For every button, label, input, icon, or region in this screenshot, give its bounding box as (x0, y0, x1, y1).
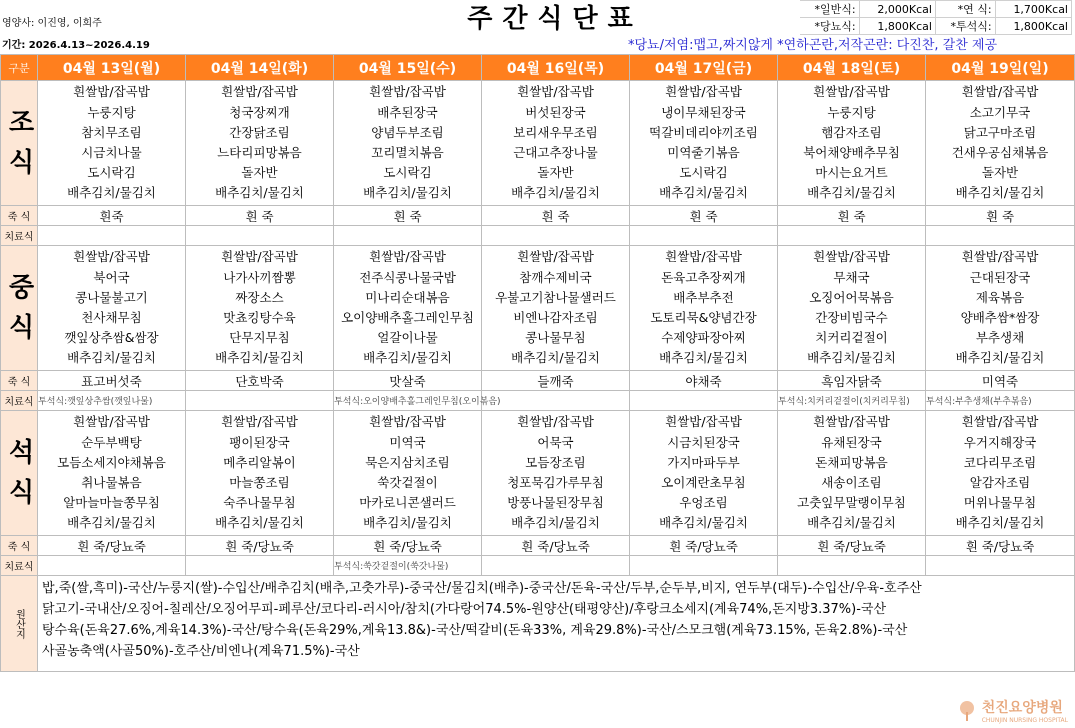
menu-item: 가지마파두부 (667, 454, 740, 470)
gubun-header: 구분 (1, 55, 38, 81)
porridge-item: 흰 죽/당뇨죽 (630, 536, 778, 556)
meal-cell (482, 246, 630, 371)
day-header: 04월 14일(화) (186, 55, 334, 81)
menu-item: 버섯된장국 (525, 104, 586, 120)
menu-table (0, 54, 1075, 672)
meal-cell (334, 411, 482, 536)
menu-item: 알감자조림 (969, 475, 1031, 490)
therapy-note: 투석식:부추생채(부추볶음) (926, 391, 1075, 411)
menu-item: 배추김치/물김치 (807, 185, 896, 201)
therapy-note (38, 226, 186, 246)
menu-item: 시금치된장국 (667, 434, 740, 450)
day-header: 04월 16일(목) (482, 55, 630, 81)
porridge-item: 흰 죽/당뇨죽 (778, 536, 926, 556)
therapy-label: 치료식 (1, 226, 38, 246)
day-header-row (1, 55, 1075, 81)
menu-item: 새송이조림 (821, 475, 882, 490)
menu-item: 배추김치/물김치 (67, 350, 156, 366)
menu-item: 치커리겉절이 (815, 330, 888, 346)
meal-cell (778, 246, 926, 371)
menu-item: 흰쌀밥/잡곡밥 (961, 84, 1039, 100)
therapy-note (38, 556, 186, 576)
therapy-note (926, 226, 1075, 246)
menu-item: 모듬소세지야채볶음 (57, 454, 166, 470)
menu-item: 양배추쌈*쌈장 (960, 310, 1040, 325)
porridge-label: 죽 식 (1, 536, 38, 556)
meal-cell (38, 81, 186, 206)
menu-item: 소고기무국 (969, 104, 1031, 120)
menu-item: 배추김치/물김치 (659, 185, 748, 201)
menu-item: 취나물볶음 (81, 475, 142, 490)
therapy-label: 치료식 (1, 391, 38, 411)
origin-cell (38, 576, 1075, 672)
menu-item: 미역국 (389, 434, 426, 450)
menu-item: 돌자반 (981, 165, 1019, 181)
menu-item: 흰쌀밥/잡곡밥 (369, 249, 446, 265)
porridge-label: 죽 식 (1, 206, 38, 226)
menu-item: 건새우공심채볶음 (951, 145, 1049, 160)
therapy-note: 투석식:오이양배추홀그레인무침(오이볶음) (334, 391, 482, 411)
meal-row (1, 411, 1075, 536)
porridge-item: 흰 죽 (186, 206, 334, 226)
diet-notice: *당뇨/저염:맵고,짜지않게 *연하곤란,저작곤란: 다진찬, 갈찬 제공 (628, 38, 998, 53)
origin-line: 닭고기-국내산/오징어-칠레산/오징어무피-페루산/코다리-러시아/참치(가다랑어74.5%-원양산(태평양산)/후랑크소세지(계육74%,돈지방3.37%)-국산 (42, 602, 887, 617)
menu-item: 배추김치/물김치 (807, 350, 896, 366)
menu-item: 떡갈비데리야끼조림 (649, 124, 758, 140)
menu-item: 콩나물무침 (525, 330, 586, 346)
menu-item: 배추김치/물김치 (215, 350, 304, 366)
porridge-item: 흰죽 (38, 206, 186, 226)
menu-item: 유채된장국 (821, 434, 882, 450)
meal-label (1, 411, 38, 536)
porridge-item: 흰 죽/당뇨죽 (334, 536, 482, 556)
dietitians: 영양사: 이진영, 이희주 (2, 18, 102, 29)
menu-item: 돈채피망볶음 (815, 454, 888, 470)
meal-cell (334, 246, 482, 371)
day-header: 04월 19일(일) (926, 55, 1075, 81)
menu-item: 순두부백탕 (81, 434, 142, 450)
menu-item: 어묵국 (537, 434, 574, 450)
menu-item: 누룽지탕 (827, 104, 876, 120)
menu-item: 부추생채 (975, 330, 1025, 346)
menu-item: 배추김치/물김치 (807, 515, 896, 531)
menu-item: 우거지해장국 (963, 434, 1037, 450)
menu-item: 북어채양배추무침 (803, 145, 900, 160)
therapy-note (482, 391, 630, 411)
menu-item: 방풍나물된장무침 (507, 495, 604, 511)
menu-item: 느타리피망볶음 (217, 145, 302, 160)
menu-item: 흰쌀밥/잡곡밥 (73, 249, 150, 265)
meal-label (1, 246, 38, 371)
menu-item: 얼갈이나물 (377, 330, 438, 346)
therapy-note (630, 226, 778, 246)
therapy-note (186, 556, 334, 576)
kcal-value: 1,800Kcal (995, 18, 1071, 35)
meal-cell (186, 411, 334, 536)
meal-cell (926, 411, 1075, 536)
therapy-note (482, 556, 630, 576)
menu-item: 북어국 (93, 269, 130, 285)
therapy-note (482, 226, 630, 246)
logo-name: 천진요양병원 (981, 700, 1063, 716)
menu-item: 오징어어묵볶음 (809, 289, 894, 305)
menu-item: 배추김치/물김치 (659, 350, 748, 366)
meal-label (1, 81, 38, 206)
menu-item: 오이양배추홀그레인무침 (341, 310, 474, 325)
porridge-item: 흰 죽/당뇨죽 (482, 536, 630, 556)
menu-item: 배추김치/물김치 (955, 185, 1045, 201)
menu-item: 흰쌀밥/잡곡밥 (369, 414, 446, 430)
therapy-note: 투석식:치커리겉절이(치커리무침) (778, 391, 926, 411)
menu-item: 흰쌀밥/잡곡밥 (813, 414, 890, 430)
menu-item: 배추김치/물김치 (511, 515, 600, 531)
menu-item: 양념두부조림 (371, 124, 444, 140)
therapy-row (1, 226, 1075, 246)
menu-item: 맛쵸킹탕수육 (223, 310, 296, 325)
menu-item: 단무지무침 (229, 330, 290, 346)
menu-item: 우불고기참나물샐러드 (495, 289, 616, 305)
menu-item: 근대된장국 (969, 269, 1031, 285)
menu-item: 돌자반 (241, 165, 278, 181)
menu-item: 흰쌀밥/잡곡밥 (73, 414, 150, 430)
therapy-note (334, 226, 482, 246)
menu-item: 배추된장국 (377, 104, 438, 120)
porridge-item: 흰 죽 (334, 206, 482, 226)
menu-item: 배추김치/물김치 (511, 350, 600, 366)
porridge-item: 맛살죽 (334, 371, 482, 391)
therapy-note (186, 226, 334, 246)
meal-cell (334, 81, 482, 206)
therapy-label: 치료식 (1, 556, 38, 576)
menu-item: 마카로니콘샐러드 (359, 495, 456, 511)
menu-item: 도시락김 (87, 165, 136, 181)
menu-item: 햄감자조림 (821, 124, 882, 140)
meal-cell (630, 246, 778, 371)
therapy-row (1, 556, 1075, 576)
menu-item: 코다리무조림 (963, 454, 1037, 470)
meal-label-text: 석 식 (9, 438, 35, 508)
menu-item: 흰쌀밥/잡곡밥 (517, 84, 594, 100)
therapy-note (926, 556, 1075, 576)
origin-line: 밥,죽(쌀,흑미)-국산/누룽지(쌀)-수입산/배추김치(배추,고춧가루)-중국산/물김치(배추)-중국산/돈육-국산/두부,순두부,비지, 연두부(대두)-수입산/우육-호주산 (42, 581, 922, 596)
therapy-note: 투석식:쑥갓겉절이(쑥갓나물) (334, 556, 482, 576)
porridge-item: 흰 죽 (482, 206, 630, 226)
menu-item: 청포묵김가루무침 (507, 475, 604, 490)
day-header: 04월 18일(토) (778, 55, 926, 81)
menu-item: 배추김치/물김치 (67, 185, 156, 201)
day-header: 04월 13일(월) (38, 55, 186, 81)
menu-item: 누룽지탕 (87, 104, 136, 120)
origin-line: 탕수육(돈육27.6%,계육14.3%)-국산/탕수육(돈육29%,계육13.8&)-국산/떡갈비(돈육33%, 계육29.8%)-국산/스모크햄(계육73.15%, 돈육2.8%)-국산 (42, 623, 908, 638)
kcal-value: 1,700Kcal (995, 1, 1071, 18)
menu-item: 배추김치/물김치 (955, 515, 1045, 531)
meal-cell (38, 411, 186, 536)
kcal-label: *연 식: (935, 1, 995, 18)
menu-item: 알마늘마늘쫑무침 (63, 495, 160, 511)
kcal-value: 1,800Kcal (859, 18, 935, 35)
menu-item: 흰쌀밥/잡곡밥 (517, 414, 594, 430)
meal-row (1, 246, 1075, 371)
meal-cell (926, 246, 1075, 371)
porridge-label: 죽 식 (1, 371, 38, 391)
menu-item: 배추부추전 (673, 289, 734, 305)
day-header: 04월 17일(금) (630, 55, 778, 81)
porridge-item: 흰 죽 (630, 206, 778, 226)
menu-item: 꼬리멸치볶음 (371, 145, 444, 160)
therapy-note (630, 391, 778, 411)
therapy-note (630, 556, 778, 576)
meal-label-text: 중 식 (9, 273, 35, 343)
menu-item: 흰쌀밥/잡곡밥 (665, 249, 742, 265)
origin-row (1, 576, 1075, 672)
menu-item: 흰쌀밥/잡곡밥 (813, 249, 890, 265)
title-cell (320, 0, 790, 32)
menu-item: 깻잎상추쌈&쌈장 (64, 330, 159, 346)
menu-item: 돌자반 (537, 165, 574, 181)
period: 기간: 2026.4.13~2026.4.19 (2, 40, 150, 51)
menu-item: 배추김치/물김치 (67, 515, 156, 531)
menu-item: 마시는요거트 (815, 165, 888, 181)
menu-item: 흰쌀밥/잡곡밥 (961, 249, 1039, 265)
menu-item: 배추김치/물김치 (363, 185, 452, 201)
menu-item: 흰쌀밥/잡곡밥 (73, 84, 150, 100)
porridge-row (1, 371, 1075, 391)
menu-item: 비엔나감자조림 (513, 310, 598, 325)
day-header: 04월 15일(수) (334, 55, 482, 81)
porridge-item: 흰 죽/당뇨죽 (926, 536, 1075, 556)
therapy-row (1, 391, 1075, 411)
menu-item: 숙주나물무침 (223, 495, 296, 511)
kcal-value: 2,000Kcal (859, 1, 935, 18)
meal-cell (482, 81, 630, 206)
meal-row (1, 81, 1075, 206)
menu-item: 도토리묵&양념간장 (650, 310, 757, 325)
menu-item: 미나리순대볶음 (365, 289, 450, 305)
menu-item: 미역줄기볶음 (667, 145, 740, 160)
menu-item: 천사채무침 (81, 310, 142, 325)
kcal-table (800, 0, 1072, 35)
porridge-item: 미역죽 (926, 371, 1075, 391)
menu-item: 쑥갓겉절이 (377, 475, 438, 490)
menu-item: 무채국 (833, 269, 870, 285)
porridge-row (1, 206, 1075, 226)
tree-icon (956, 700, 978, 722)
menu-item: 머위나물무침 (963, 495, 1037, 511)
menu-item: 참치무조림 (81, 124, 142, 140)
menu-item: 콩나물불고기 (75, 289, 148, 305)
menu-item: 도시락김 (383, 165, 432, 181)
porridge-item: 단호박죽 (186, 371, 334, 391)
menu-item: 흰쌀밥/잡곡밥 (221, 414, 298, 430)
menu-item: 나가사끼짬뽕 (223, 269, 296, 285)
meal-cell (482, 411, 630, 536)
menu-item: 닭고구마조림 (963, 124, 1037, 140)
origin-label: 원산지 (1, 576, 38, 672)
porridge-item: 흰 죽/당뇨죽 (38, 536, 186, 556)
menu-item: 흰쌀밥/잡곡밥 (369, 84, 446, 100)
meal-cell (186, 81, 334, 206)
porridge-row (1, 536, 1075, 556)
menu-item: 배추김치/물김치 (215, 515, 304, 531)
menu-item: 배추김치/물김치 (955, 350, 1045, 366)
menu-item: 짜장소스 (235, 289, 284, 305)
therapy-note: 투석식:깻잎상추쌈(깻잎나물) (38, 391, 186, 411)
meal-cell (926, 81, 1075, 206)
porridge-item: 흰 죽 (778, 206, 926, 226)
kcal-label: *일반식: (800, 1, 859, 18)
menu-item: 팽이된장국 (229, 434, 290, 450)
porridge-item: 야채죽 (630, 371, 778, 391)
menu-item: 근대고추장나물 (513, 145, 598, 160)
menu-item: 고춧잎무말랭이무침 (797, 495, 906, 511)
menu-item: 간장닭조림 (229, 124, 290, 140)
menu-item: 전주식콩나물국밥 (359, 269, 456, 285)
menu-item: 배추김치/물김치 (659, 515, 748, 531)
logo-subtitle: CHUNJIN NURSING HOSPITAL (981, 717, 1068, 724)
menu-item: 흰쌀밥/잡곡밥 (665, 84, 742, 100)
meal-cell (778, 411, 926, 536)
therapy-note (778, 556, 926, 576)
menu-item: 흰쌀밥/잡곡밥 (813, 84, 890, 100)
menu-item: 오이계란초무침 (661, 475, 746, 490)
menu-item: 도시락김 (679, 165, 728, 181)
menu-item: 흰쌀밥/잡곡밥 (665, 414, 742, 430)
menu-item: 묵은지삼치조림 (365, 454, 450, 470)
menu-item: 제육볶음 (975, 289, 1025, 305)
porridge-item: 흰 죽 (926, 206, 1075, 226)
menu-item: 돈육고추장찌개 (661, 269, 746, 285)
meal-label-text: 조 식 (9, 108, 35, 178)
page-title: 주간식단표 (467, 3, 643, 34)
menu-item: 시금치나물 (81, 145, 142, 160)
menu-item: 메추리알볶이 (223, 454, 296, 470)
menu-item: 참깨수제비국 (519, 269, 592, 285)
menu-item: 청국장찌개 (229, 104, 290, 120)
menu-item: 흰쌀밥/잡곡밥 (961, 414, 1039, 430)
meal-cell (630, 411, 778, 536)
menu-item: 간장비빔국수 (815, 310, 888, 325)
meal-cell (38, 246, 186, 371)
porridge-item: 표고버섯죽 (38, 371, 186, 391)
porridge-item: 흑임자닭죽 (778, 371, 926, 391)
menu-item: 배추김치/물김치 (363, 350, 452, 366)
menu-item: 수제양파장아찌 (661, 330, 746, 346)
origin-line: 사골농축액(사골50%)-호주산/비엔나(계육71.5%)-국산 (42, 644, 360, 659)
porridge-item: 들깨죽 (482, 371, 630, 391)
menu-item: 흰쌀밥/잡곡밥 (517, 249, 594, 265)
hospital-logo (956, 697, 1068, 724)
kcal-label: *당뇨식: (800, 18, 859, 35)
menu-item: 배추김치/물김치 (511, 185, 600, 201)
meal-cell (778, 81, 926, 206)
menu-item: 모듬장조림 (525, 454, 586, 470)
porridge-item: 흰 죽/당뇨죽 (186, 536, 334, 556)
kcal-label: *투석식: (935, 18, 995, 35)
menu-item: 보리새우무조림 (513, 124, 598, 140)
menu-item: 마늘쫑조림 (229, 475, 290, 490)
meal-cell (186, 246, 334, 371)
therapy-note (186, 391, 334, 411)
therapy-note (778, 226, 926, 246)
menu-item: 흰쌀밥/잡곡밥 (221, 249, 298, 265)
menu-item: 우엉조림 (679, 495, 728, 511)
menu-item: 배추김치/물김치 (363, 515, 452, 531)
menu-item: 배추김치/물김치 (215, 185, 304, 201)
menu-item: 냉이무채된장국 (661, 104, 746, 120)
meal-cell (630, 81, 778, 206)
menu-item: 흰쌀밥/잡곡밥 (221, 84, 298, 100)
